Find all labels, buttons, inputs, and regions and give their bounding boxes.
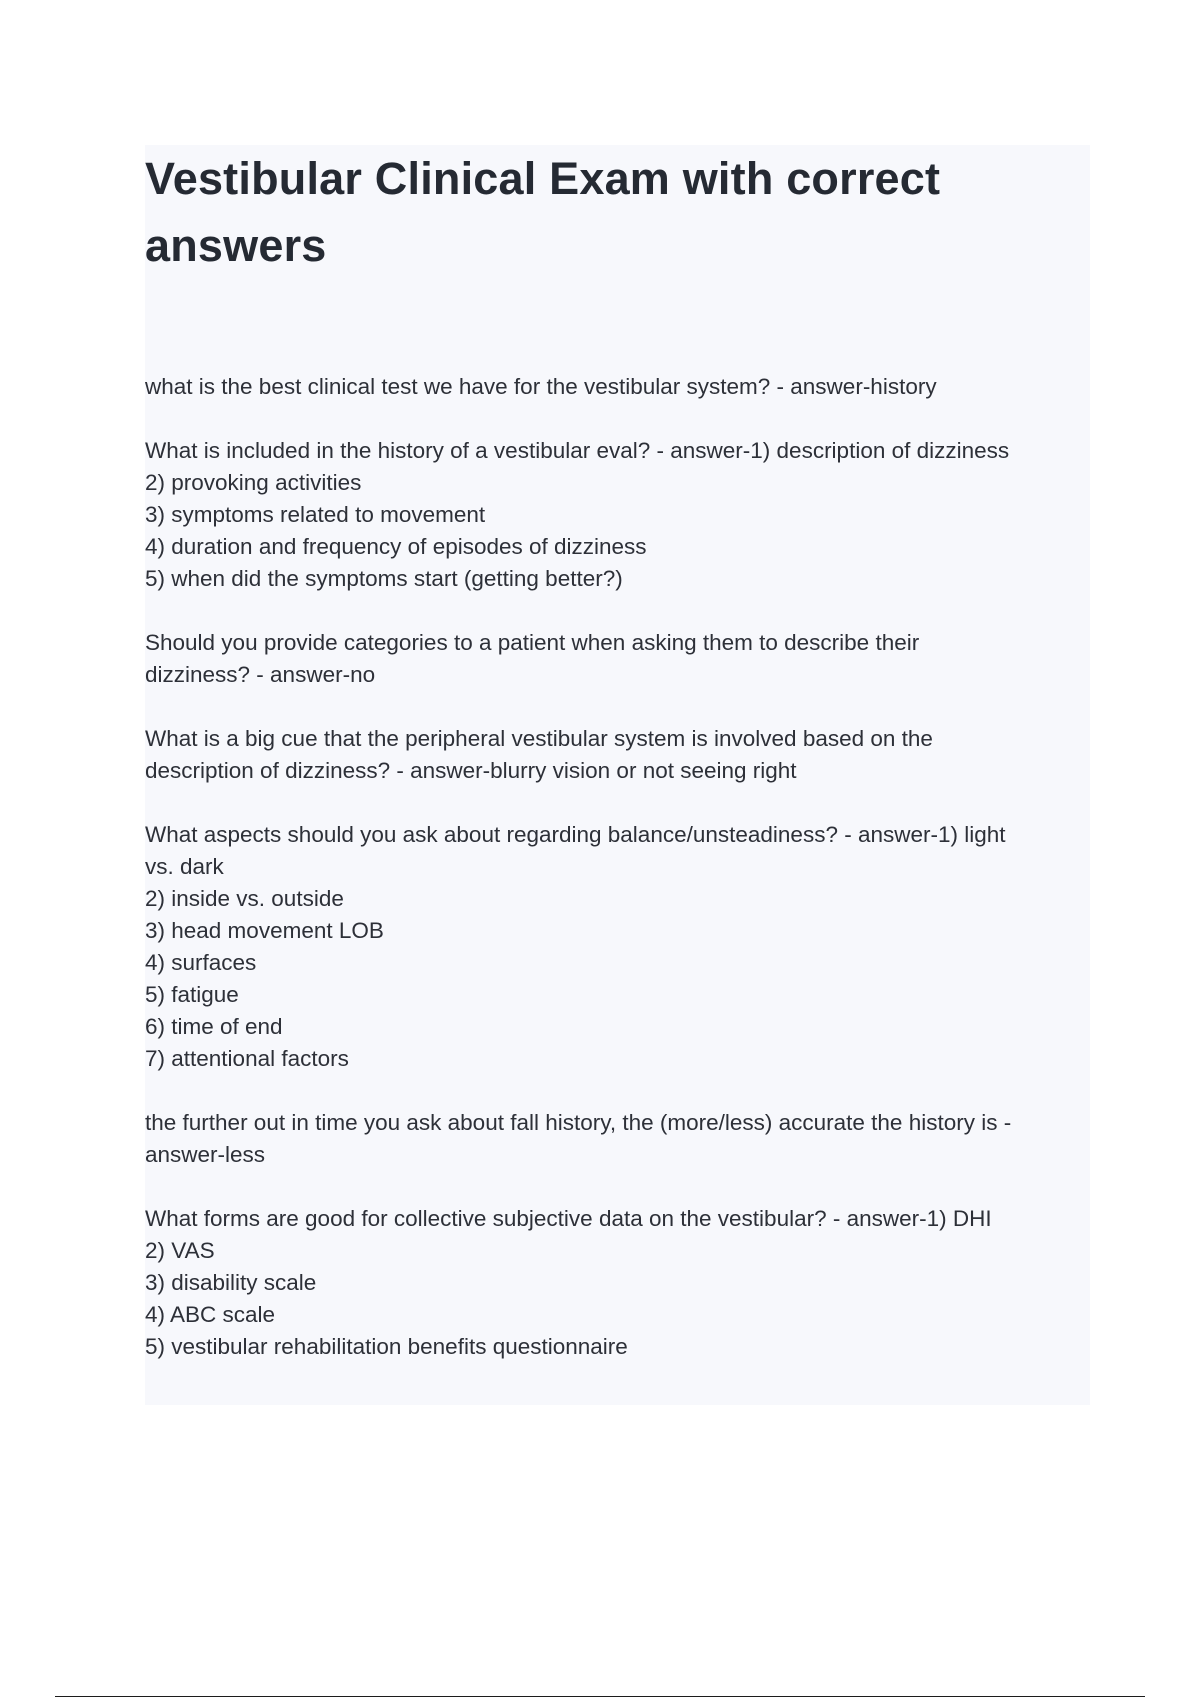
qa-text-line: answer-less: [145, 1142, 266, 1167]
qa-text-line: the further out in time you ask about fall history, the (more/less) accurate the history is -: [145, 1110, 1012, 1135]
qa-text-line: What is included in the history of a vestibular eval? - answer-1) description of dizziness: [145, 438, 1010, 463]
qa-list: [145, 371, 1085, 1395]
qa-text-line: 3) head movement LOB: [145, 918, 384, 943]
footer-divider: [55, 1696, 1145, 1697]
qa-text-line: 4) ABC scale: [145, 1302, 276, 1327]
title-line: answers: [145, 220, 327, 271]
content-panel: [145, 145, 1090, 1405]
qa-text-line: what is the best clinical test we have for the vestibular system? - answer-history: [145, 374, 937, 399]
qa-text-line: 7) attentional factors: [145, 1046, 349, 1071]
qa-item: [145, 371, 1085, 403]
qa-text-line: 3) symptoms related to movement: [145, 502, 486, 527]
qa-item: [145, 1107, 1085, 1171]
qa-text-line: 2) VAS: [145, 1238, 215, 1263]
qa-text-line: Should you provide categories to a patient when asking them to describe their: [145, 630, 920, 655]
qa-item: [145, 1203, 1085, 1363]
qa-text-line: dizziness? - answer-no: [145, 662, 376, 687]
qa-item: [145, 627, 1085, 691]
qa-text-line: 5) fatigue: [145, 982, 239, 1007]
qa-text-line: 3) disability scale: [145, 1270, 317, 1295]
page-title: [145, 145, 1005, 279]
qa-text-line: 5) vestibular rehabilitation benefits questionnaire: [145, 1334, 628, 1359]
qa-text-line: 2) inside vs. outside: [145, 886, 344, 911]
qa-text-line: What aspects should you ask about regarding balance/unsteadiness? - answer-1) light: [145, 822, 1006, 847]
qa-item: [145, 723, 1085, 787]
qa-text-line: 6) time of end: [145, 1014, 283, 1039]
title-line: Vestibular Clinical Exam with correct: [145, 153, 941, 204]
qa-text-line: 2) provoking activities: [145, 470, 362, 495]
qa-item: [145, 819, 1085, 1075]
qa-item: [145, 435, 1085, 595]
qa-text-line: vs. dark: [145, 854, 224, 879]
qa-text-line: What forms are good for collective subjective data on the vestibular? - answer-1) DHI: [145, 1206, 992, 1231]
qa-text-line: 4) surfaces: [145, 950, 257, 975]
qa-text-line: 5) when did the symptoms start (getting better?): [145, 566, 623, 591]
qa-text-line: description of dizziness? - answer-blurry vision or not seeing right: [145, 758, 797, 783]
qa-text-line: What is a big cue that the peripheral vestibular system is involved based on the: [145, 726, 933, 751]
qa-text-line: 4) duration and frequency of episodes of dizziness: [145, 534, 647, 559]
